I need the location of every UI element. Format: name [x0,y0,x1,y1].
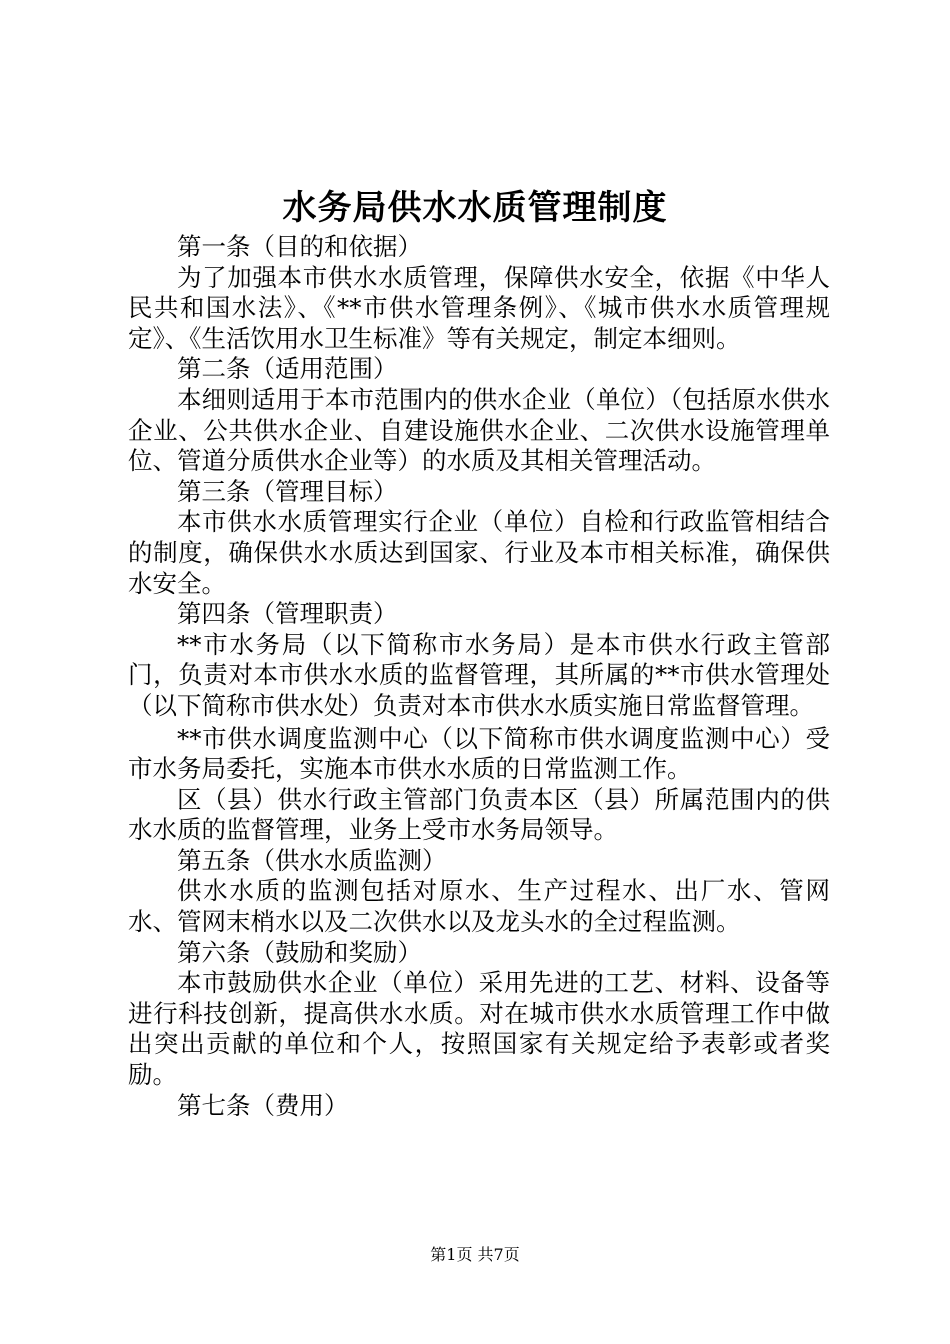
article-heading: 第四条（管理职责） [177,599,398,629]
article-paragraph: **市供水调度监测中心（以下简称市供水调度监测中心）受市水务局委托，实施本市供水水质的日常监测工作。 [128,723,830,784]
article-paragraph: 供水水质的监测包括对原水、生产过程水、出厂水、管网水、管网末梢水以及二次供水以及龙头水的全过程监测。 [128,876,830,937]
article-heading: 第三条（管理目标） [177,476,398,506]
article-paragraph: 本细则适用于本市范围内的供水企业（单位）（包括原水供水企业、公共供水企业、自建设施供水企业、二次供水设施管理单位、管道分质供水企业等）的水质及其相关管理活动。 [128,384,830,476]
article-paragraph: 区（县）供水行政主管部门负责本区（县）所属范围内的供水水质的监督管理，业务上受市水务局领导。 [128,784,830,845]
document-title: 水务局供水水质管理制度 [282,188,668,228]
article-heading: 第六条（鼓励和奖励） [177,937,422,967]
article-paragraph: **市水务局（以下简称市水务局）是本市供水行政主管部门，负责对本市供水水质的监督管理，其所属的**市供水管理处（以下简称市供水处）负责对本市供水水质实施日常监督管理。 [128,629,830,720]
article-heading: 第二条（适用范围） [177,354,398,384]
article-paragraph: 本市供水水质管理实行企业（单位）自检和行政监管相结合的制度，确保供水水质达到国家、行业及本市相关标准，确保供水安全。 [128,507,830,598]
document-body [128,232,830,1121]
article-paragraph: 本市鼓励供水企业（单位）采用先进的工艺、材料、设备等进行科技创新，提高供水水质。对在城市供水水质管理工作中做出突出贡献的单位和个人，按照国家有关规定给予表彰或者奖励。 [128,968,830,1090]
article-paragraph: 为了加强本市供水水质管理，保障供水安全，依据《中华人民共和国水法》、《**市供水管理条例》、《城市供水水质管理规定》、《生活饮用水卫生标准》等有关规定，制定本细则。 [128,262,830,353]
article-heading: 第一条（目的和依据） [177,232,422,261]
page-footer: 第1页 共7页 [430,1245,520,1264]
article-heading: 第五条（供水水质监测） [177,845,447,875]
article-heading: 第七条（费用） [177,1090,349,1120]
